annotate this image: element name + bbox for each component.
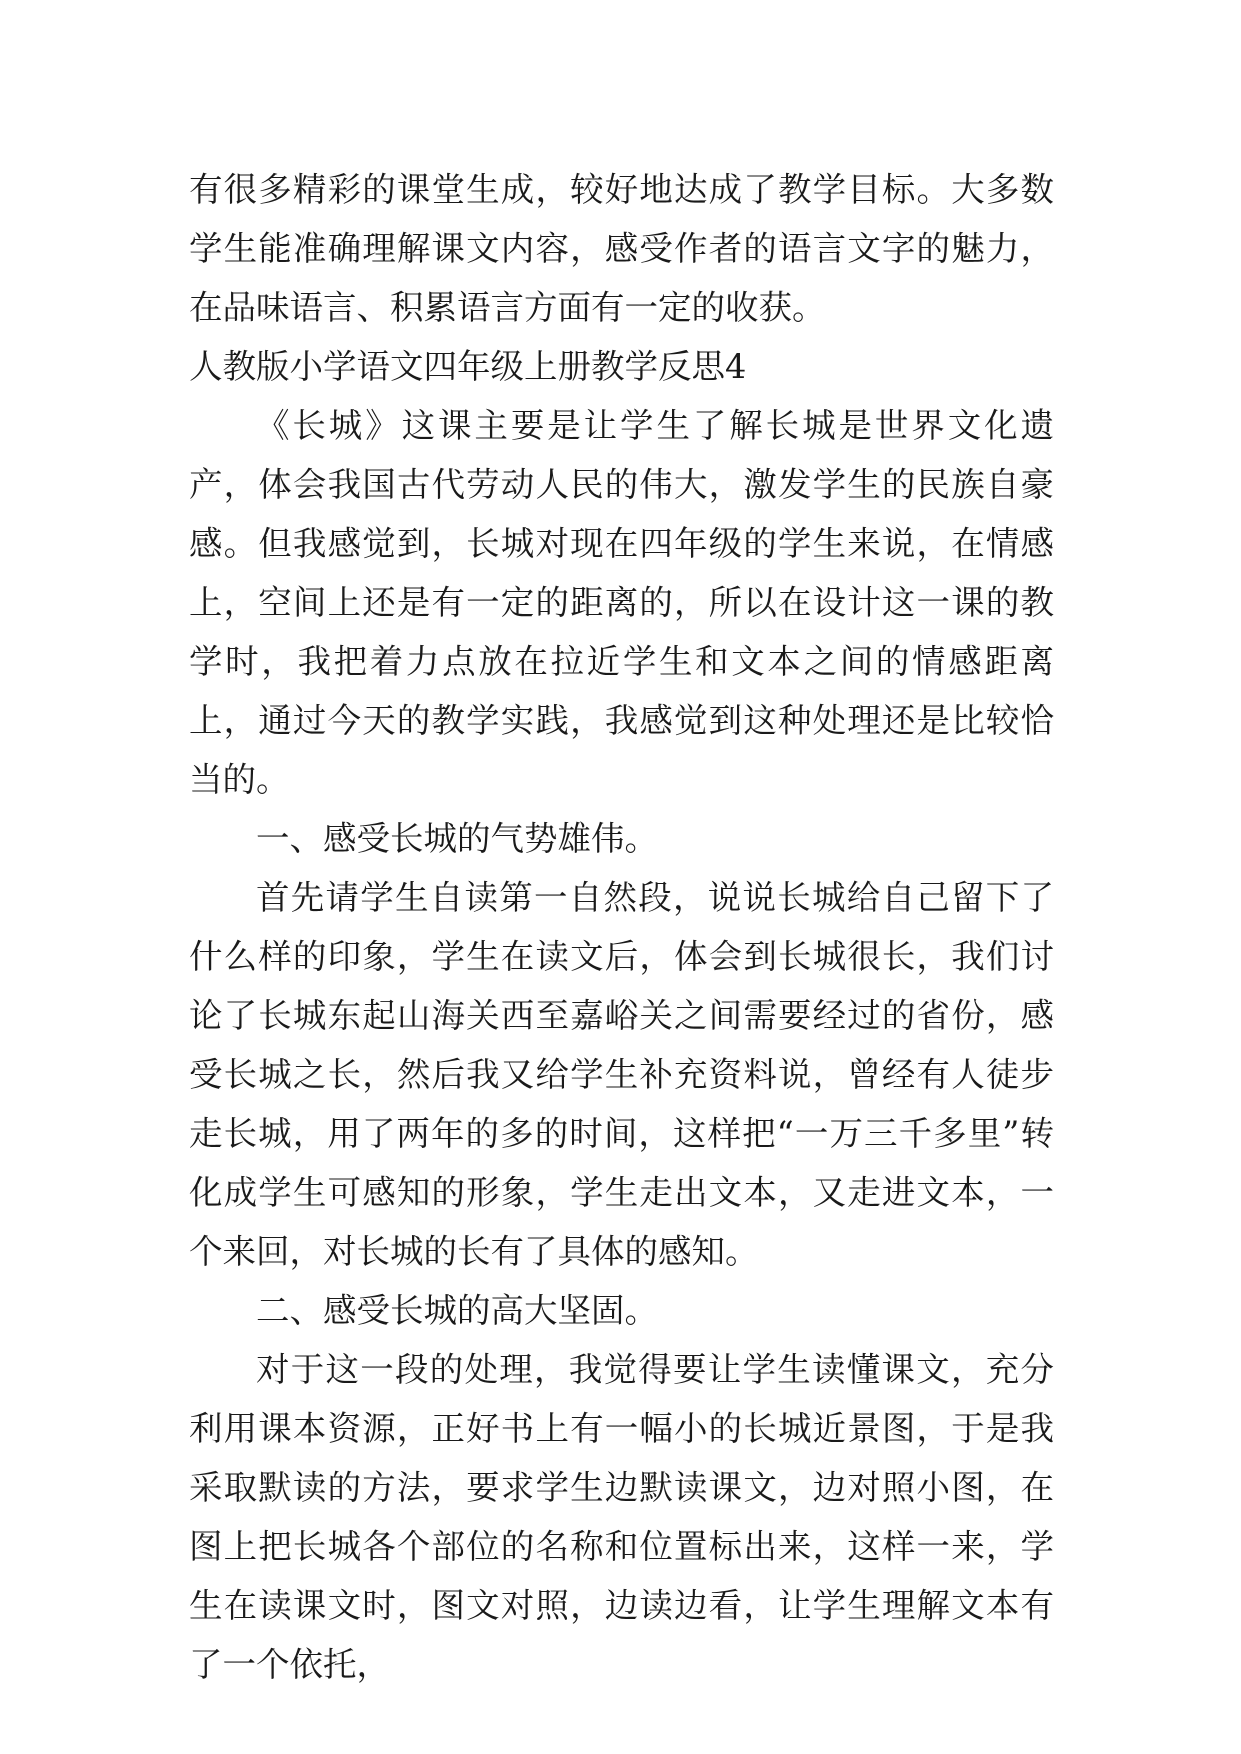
section-heading-2: 二、感受长城的高大坚固。: [256, 1291, 658, 1330]
body-paragraph-2: 首先请学生自读第一自然段，说说长城给自己留下了什么样的印象，学生在读文后，体会到长城很长，我们讨论了长城东起山海关西至嘉峪关之间需要经过的省份，感受长城之长，然后我又给学生补充资料说，曾经有人徒步走长城，用了两年的多的时间，这样把“一万三千多里”转化成学生可感知的形象，学生走出文本，又走进文本，一个来回，对长城的长有了具体的感知。: [189, 878, 1054, 1271]
section-heading-1: 一、感受长城的气势雄伟。: [256, 819, 658, 858]
body-paragraph-1: 《长城》这课主要是让学生了解长城是世界文化遗产，体会我国古代劳动人民的伟大，激发学生的民族自豪感。但我感觉到，长城对现在四年级的学生来说，在情感上，空间上还是有一定的距离的，所以在设计这一课的教学时，我把着力点放在拉近学生和文本之间的情感距离上，通过今天的教学实践，我感觉到这种处理还是比较恰当的。: [189, 406, 1054, 799]
intro-paragraph: 有很多精彩的课堂生成，较好地达成了教学目标。大多数学生能准确理解课文内容，感受作者的语言文字的魅力，在品味语言、积累语言方面有一定的收获。: [189, 170, 1054, 327]
body-paragraph-3: 对于这一段的处理，我觉得要让学生读懂课文，充分利用课本资源，正好书上有一幅小的长城近景图，于是我采取默读的方法，要求学生边默读课文，边对照小图，在图上把长城各个部位的名称和位置标出来，这样一来，学生在读课文时，图文对照，边读边看，让学生理解文本有了一个依托，: [189, 1350, 1054, 1684]
article-title: 人教版小学语文四年级上册教学反思4: [189, 347, 747, 386]
document-body: [189, 160, 1054, 1694]
